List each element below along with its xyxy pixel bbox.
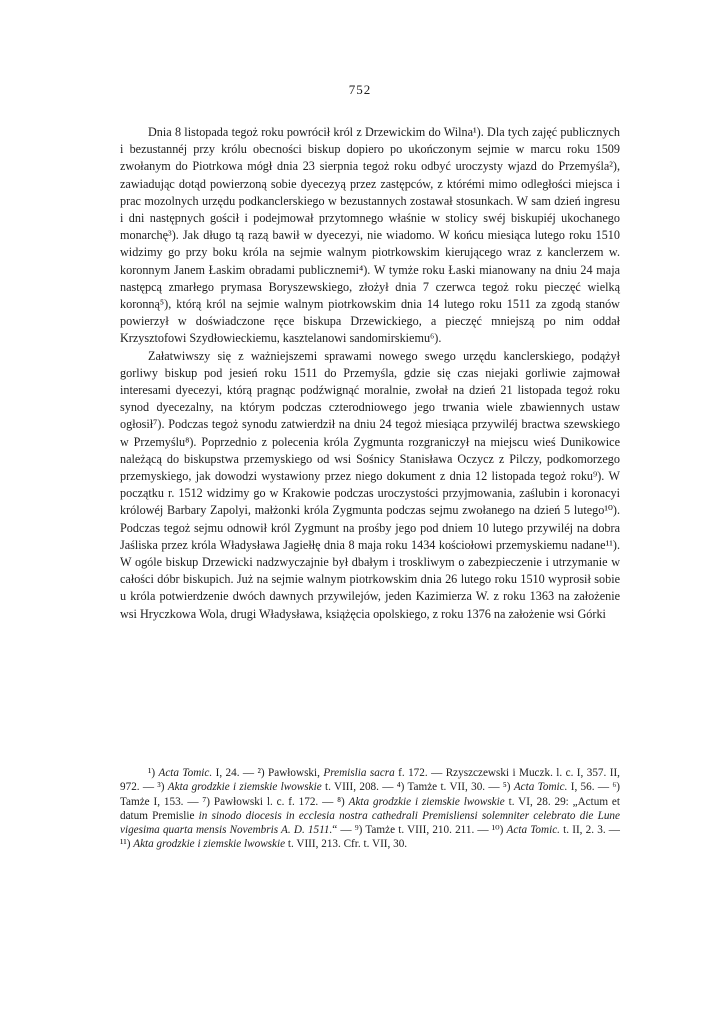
footnote-text: f. 172. — Rzyszczewski i Muczk. l. c. I, 357. II, 972. — ³): [120, 767, 620, 794]
footnote-source-title: Acta Tomic.: [513, 781, 568, 794]
footnotes: [120, 766, 620, 852]
paragraph: Dnia 8 listopada tegoż roku powrócił król z Drzewickim do Wilna¹). Dla tych zajęć publicznych i bezustannéj przy królu obecności biskup dopiero po ukończonym sejmie w marcu roku 1509 zwołanym do Piotrkowa mógł dnia 23 sierpnia tegoż roku odbyć uroczysty wjazd do Przemyśla²), zawiadując dotąd powierzoną sobie dyecezyą przez zastępców, z którémi mimo odległości miejsca i prac mozolnych urzędu podkanclerskiego w bezustannych zostawał stosunkach. W sam dzień ingresu i dni następnych gościł i podejmował przytomnego właśnie w stolicy swéj biskupiéj ukochanego monarchę³). Jak długo tą razą bawił w dyecezyi, nie wiadomo. W końcu miesiąca lutego roku 1510 widzimy go przy boku króla na sejmie walnym piotrkowskim kierującego wraz z kanclerzem w. koronnym Janem Łaskim obradami publicznemi⁴). W tymże roku Łaski mianowany na dniu 24 maja następcą zmarłego prymasa Boryszewskiego, złożył dnia 7 czerwca tegoż roku pieczęć wielką koronną⁵), którą król na sejmie walnym piotrkowskim dnia 14 lutego roku 1511 za zgodą stanów powierzył w doświadczone ręce biskupa Drzewickiego, a pieczęć mniejszą po nim oddał Krzysztofowi Szydłowieckiemu, kasztelanowi sandomirskiemu⁶).: [120, 125, 620, 346]
paragraph: Załatwiwszy się z ważniejszemi sprawami nowego swego urzędu kanclerskiego, podążył gorliwy biskup pod jesień roku 1511 do Przemyśla, gdzie się czas niejaki gorliwie zajmował interesami dyecezyi, którą pragnąc podźwignąć moralnie, zwołał na dzień 21 listopada tegoż roku synod dyecezalny, na którym podczas czterodniowego jego trwania wiele zbawiennych ustaw ogłosił⁷). Podczas tegoż synodu zatwierdził na dniu 24 tegoż miesiąca przywiléj bractwa szewskiego w Przemyślu⁸). Poprzednio z polecenia króla Zygmunta rozgraniczył na miejscu wieś Dunikowice należącą do biskupstwa przemyskiego od wsi Sośnicy Stanisława Oczycz z Pilczy, podkomorzego przemyskiego, jak dowodzi wystawiony przez niego dokument z dnia 12 listopada tegoż roku⁹). W początku r. 1512 widzimy go w Krakowie podczas uroczystości przyjmowania, zaślubin i koronacyi królowéj Barbary Zapolyi, małżonki króla Zygmunta podczas sejmu zwołanego na dzień 5 lutego¹⁰). Podczas tegoż sejmu odnowił król Zygmunt na prośby jego pod dniem 10 lutego przywiléj na dobra Jaśliska przez króla Władysława Jagiełłę dnia 8 maja roku 1434 kościołowi przemyskiemu nadane¹¹). W ogóle biskup Drzewicki nadzwyczajnie był dbałym i troskliwym o zabezpieczenie i utrzymanie w całości dóbr biskupich. Już na sejmie walnym piotrkowskim dnia 26 lutego roku 1510 wyprosił sobie u króla potwierdzenie dwóch dawnych przywilejów, jeden Kazimierza W. z roku 1363 na założenie wsi Hryczkowa Wola, drugi Władysława, książęcia opolskiego, z roku 1376 na założenie wsi Górki: [120, 348, 620, 621]
footnote-text: t. II, 2. 3. — ¹¹): [120, 824, 620, 851]
footnote-text: I, 56. — ⁶) Tamże I, 153. — ⁷) Pawłowski l. c. f. 172. — ⁸): [120, 781, 620, 808]
footnote-text: t. VIII, 213. Cfr. t. VII, 30.: [285, 838, 408, 851]
footnote-text: t. VI, 28. 29: „Actum et datum Premislie: [120, 795, 620, 822]
footnote-source-title: Acta Tomic.: [158, 767, 213, 779]
footnote-source-title: Akta grodzkie i ziemskie lwowskie: [348, 795, 505, 808]
footnote-source-title: Premislia sacra: [323, 767, 395, 779]
footnote-source-title: Acta Tomic.: [506, 824, 560, 837]
footnote-source-title: Akta grodzkie i ziemskie lwowskie: [133, 838, 286, 851]
footnote-text: I, 24. — ²) Pawłowski,: [212, 767, 324, 779]
footnote-text: ¹): [148, 767, 159, 779]
footnote-source-title: Akta grodzkie i ziemskie lwowskie: [167, 781, 322, 794]
footnote-text: “ — ⁹) Tamże t. VIII, 210. 211. — ¹⁰): [332, 824, 507, 837]
main-text: [120, 124, 620, 623]
page-number: 752: [348, 82, 372, 97]
footnote-block: [120, 766, 620, 852]
footnote-quotation: in sinodo diocesis in ecclesia nostra cathedrali Premisliensi solemniter celebrato die Lune vigesima quarta mensis Novembris A. D. 1511.: [120, 809, 620, 837]
footnote-text: t. VIII, 208. — ⁴) Tamże t. VII, 30. — ⁵): [321, 781, 514, 794]
